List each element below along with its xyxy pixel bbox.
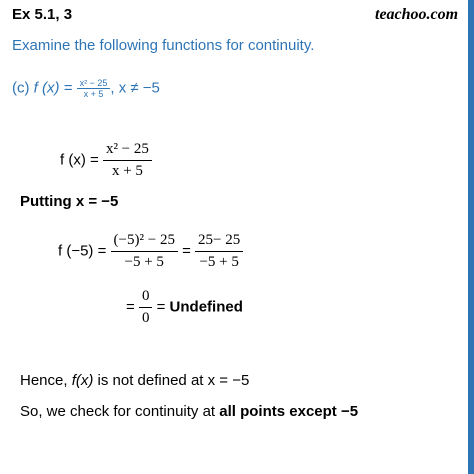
question-fraction bbox=[77, 78, 111, 99]
step2-numerator-1: (−5)² − 25 bbox=[111, 232, 178, 252]
step1-denominator: x + 5 bbox=[111, 163, 143, 179]
conclusion2-pre: So, we check for continuity at bbox=[20, 403, 220, 420]
conclusion-line-1 bbox=[20, 372, 249, 389]
conclusion-line-2 bbox=[20, 403, 358, 420]
question-function bbox=[12, 78, 160, 99]
step3-equation bbox=[126, 288, 243, 327]
step2-fraction-2 bbox=[195, 232, 243, 271]
conclusion1-fx: f(x) bbox=[71, 372, 94, 389]
question-title: Examine the following functions for continuity. bbox=[12, 37, 315, 54]
putting-heading: Putting x = −5 bbox=[20, 193, 119, 210]
question-condition: , x ≠ −5 bbox=[110, 79, 160, 97]
step3-equals-1: = bbox=[126, 298, 135, 316]
question-denominator: x + 5 bbox=[83, 89, 104, 99]
question-part: (c) bbox=[12, 79, 30, 97]
step3-denominator: 0 bbox=[141, 310, 150, 326]
exercise-label: Ex 5.1, 3 bbox=[12, 6, 73, 23]
conclusion1-pre: Hence, bbox=[20, 372, 72, 389]
step2-denominator-1: −5 + 5 bbox=[124, 254, 164, 270]
step1-equation bbox=[60, 141, 152, 180]
step2-denominator-2: −5 + 5 bbox=[199, 254, 239, 270]
step1-lhs: f (x) = bbox=[60, 151, 99, 169]
step3-result: Undefined bbox=[169, 298, 243, 316]
step2-equation bbox=[58, 232, 243, 271]
accent-sidebar-bar bbox=[468, 0, 474, 474]
question-func-label: f (x) = bbox=[33, 79, 73, 97]
question-numerator: x² − 25 bbox=[77, 78, 111, 89]
step3-equals-2: = bbox=[156, 298, 166, 316]
step2-numerator-2: 25− 25 bbox=[195, 232, 243, 252]
step2-equals: = bbox=[182, 242, 191, 260]
conclusion1-post: is not defined at x = −5 bbox=[93, 372, 250, 389]
step3-numerator: 0 bbox=[139, 288, 153, 308]
teachoo-logo: teachoo.com bbox=[375, 6, 459, 23]
step2-fraction-1 bbox=[111, 232, 178, 271]
step3-fraction bbox=[139, 288, 153, 327]
step1-fraction bbox=[103, 141, 152, 180]
step2-lhs: f (−5) = bbox=[58, 242, 107, 260]
conclusion2-bold: all points except −5 bbox=[219, 403, 359, 420]
step1-numerator: x² − 25 bbox=[103, 141, 152, 161]
